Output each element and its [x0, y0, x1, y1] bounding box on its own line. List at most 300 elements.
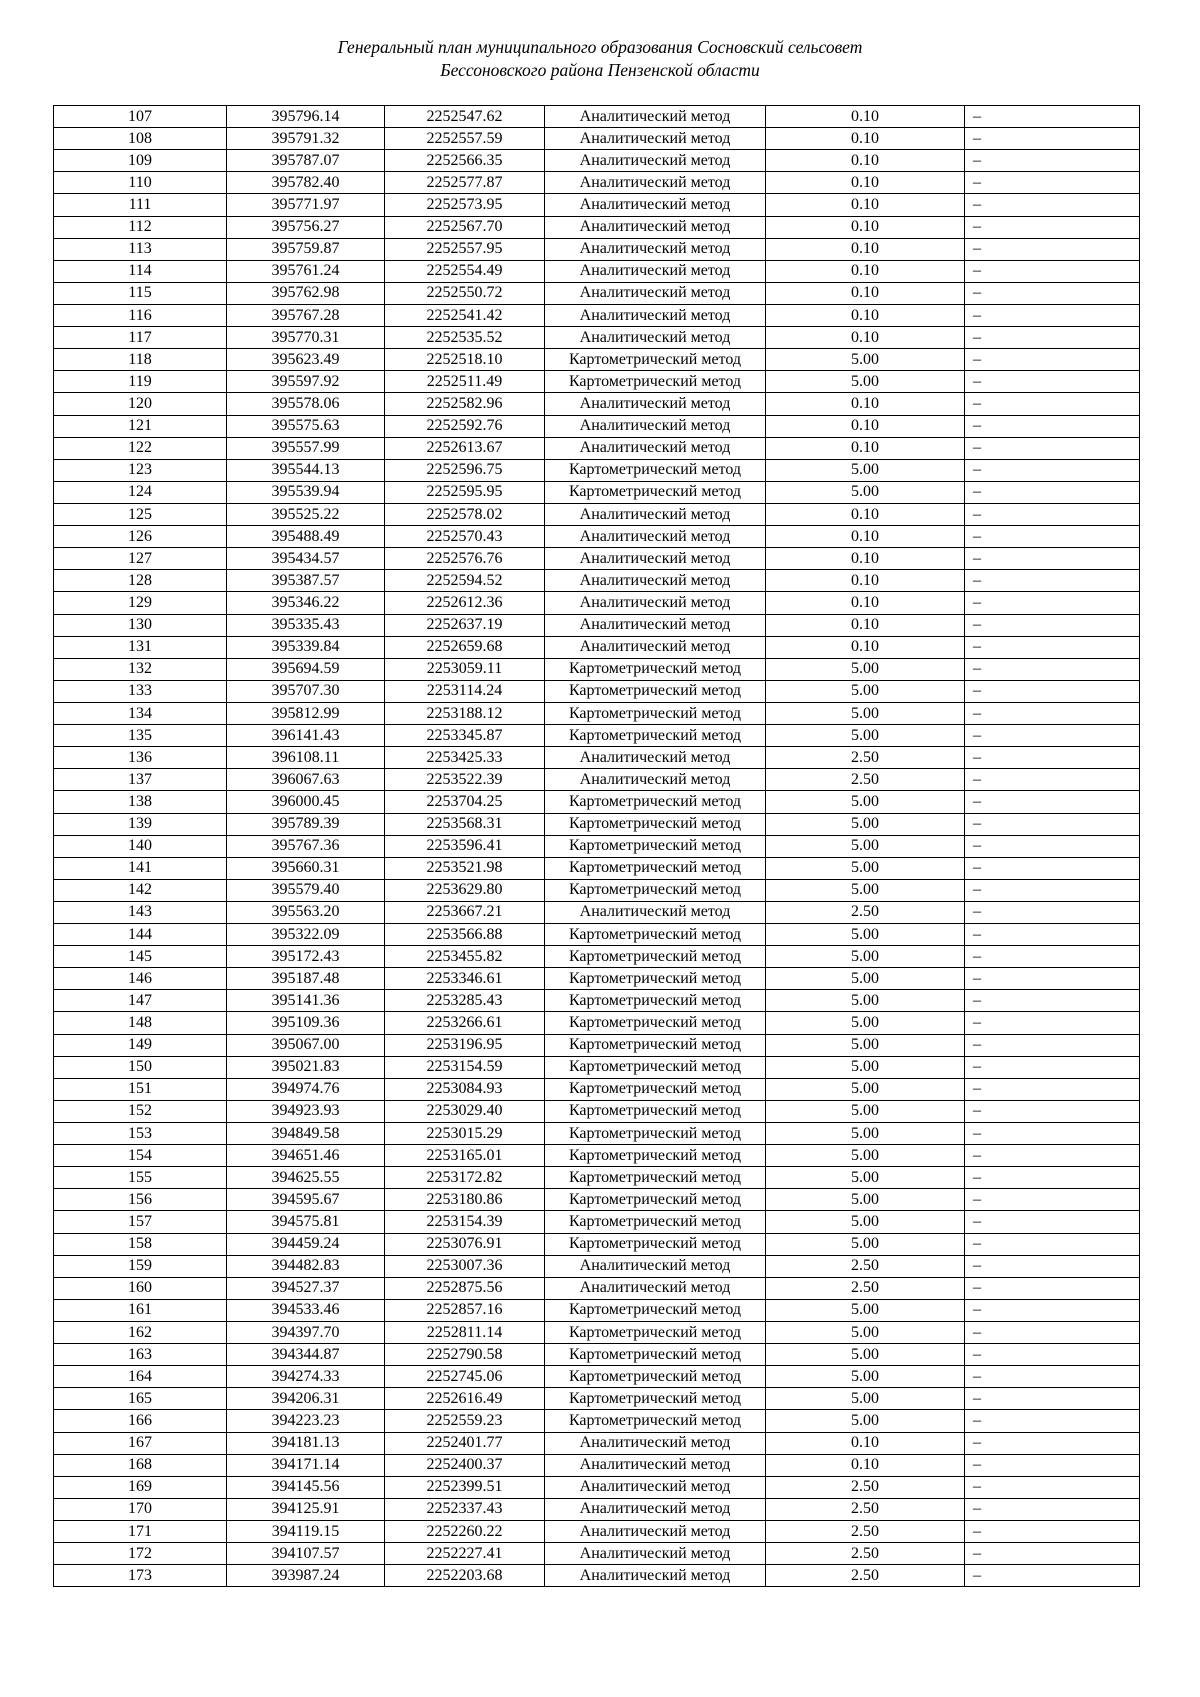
- table-row: [54, 1123, 1140, 1145]
- accuracy-cell: 2.50: [766, 1521, 965, 1543]
- x-coordinate-cell: 396067.63: [227, 769, 385, 791]
- x-coordinate-cell: 395796.14: [227, 106, 385, 128]
- point-number-cell: 144: [54, 924, 227, 946]
- method-cell: Картометрический метод: [545, 791, 766, 813]
- accuracy-cell: 5.00: [766, 459, 965, 481]
- x-coordinate-cell: 395557.99: [227, 437, 385, 459]
- y-coordinate-cell: 2252875.56: [385, 1277, 545, 1299]
- description-cell: –: [965, 150, 1140, 172]
- table-row: [54, 128, 1140, 150]
- description-cell: –: [965, 1498, 1140, 1520]
- accuracy-cell: 0.10: [766, 437, 965, 459]
- description-cell: –: [965, 1012, 1140, 1034]
- method-cell: Картометрический метод: [545, 658, 766, 680]
- y-coordinate-cell: 2252541.42: [385, 304, 545, 326]
- table-row: [54, 1565, 1140, 1587]
- table-row: [54, 614, 1140, 636]
- method-cell: Аналитический метод: [545, 769, 766, 791]
- y-coordinate-cell: 2253667.21: [385, 901, 545, 923]
- point-number-cell: 159: [54, 1255, 227, 1277]
- accuracy-cell: 5.00: [766, 1233, 965, 1255]
- accuracy-cell: 0.10: [766, 172, 965, 194]
- point-number-cell: 132: [54, 658, 227, 680]
- table-row: [54, 260, 1140, 282]
- accuracy-cell: 0.10: [766, 260, 965, 282]
- table-row: [54, 393, 1140, 415]
- accuracy-cell: 0.10: [766, 194, 965, 216]
- x-coordinate-cell: 395141.36: [227, 990, 385, 1012]
- table-row: [54, 481, 1140, 503]
- method-cell: Картометрический метод: [545, 835, 766, 857]
- accuracy-cell: 2.50: [766, 901, 965, 923]
- x-coordinate-cell: 396108.11: [227, 747, 385, 769]
- point-number-cell: 149: [54, 1034, 227, 1056]
- accuracy-cell: 2.50: [766, 769, 965, 791]
- accuracy-cell: 2.50: [766, 1498, 965, 1520]
- description-cell: –: [965, 835, 1140, 857]
- coordinates-table-body: [54, 106, 1140, 1587]
- x-coordinate-cell: 395335.43: [227, 614, 385, 636]
- method-cell: Аналитический метод: [545, 1498, 766, 1520]
- y-coordinate-cell: 2252578.02: [385, 503, 545, 525]
- table-row: [54, 1012, 1140, 1034]
- point-number-cell: 141: [54, 857, 227, 879]
- description-cell: –: [965, 1211, 1140, 1233]
- table-row: [54, 437, 1140, 459]
- y-coordinate-cell: 2252592.76: [385, 415, 545, 437]
- accuracy-cell: 2.50: [766, 1543, 965, 1565]
- point-number-cell: 118: [54, 349, 227, 371]
- description-cell: –: [965, 747, 1140, 769]
- method-cell: Картометрический метод: [545, 1123, 766, 1145]
- method-cell: Аналитический метод: [545, 503, 766, 525]
- table-row: [54, 349, 1140, 371]
- x-coordinate-cell: 395767.36: [227, 835, 385, 857]
- table-row: [54, 901, 1140, 923]
- method-cell: Картометрический метод: [545, 813, 766, 835]
- x-coordinate-cell: 395339.84: [227, 636, 385, 658]
- table-row: [54, 548, 1140, 570]
- y-coordinate-cell: 2253029.40: [385, 1100, 545, 1122]
- x-coordinate-cell: 395563.20: [227, 901, 385, 923]
- accuracy-cell: 0.10: [766, 106, 965, 128]
- y-coordinate-cell: 2252518.10: [385, 349, 545, 371]
- y-coordinate-cell: 2253596.41: [385, 835, 545, 857]
- table-row: [54, 968, 1140, 990]
- x-coordinate-cell: 395694.59: [227, 658, 385, 680]
- method-cell: Аналитический метод: [545, 526, 766, 548]
- accuracy-cell: 5.00: [766, 924, 965, 946]
- description-cell: –: [965, 1167, 1140, 1189]
- y-coordinate-cell: 2252576.76: [385, 548, 545, 570]
- y-coordinate-cell: 2252857.16: [385, 1299, 545, 1321]
- point-number-cell: 162: [54, 1322, 227, 1344]
- table-row: [54, 1145, 1140, 1167]
- method-cell: Аналитический метод: [545, 614, 766, 636]
- method-cell: Картометрический метод: [545, 857, 766, 879]
- table-row: [54, 1344, 1140, 1366]
- y-coordinate-cell: 2252227.41: [385, 1543, 545, 1565]
- method-cell: Картометрический метод: [545, 481, 766, 503]
- x-coordinate-cell: 395544.13: [227, 459, 385, 481]
- x-coordinate-cell: 394119.15: [227, 1521, 385, 1543]
- table-row: [54, 526, 1140, 548]
- accuracy-cell: 5.00: [766, 658, 965, 680]
- method-cell: Аналитический метод: [545, 1565, 766, 1587]
- description-cell: –: [965, 1277, 1140, 1299]
- description-cell: –: [965, 570, 1140, 592]
- table-row: [54, 106, 1140, 128]
- table-row: [54, 835, 1140, 857]
- x-coordinate-cell: 395761.24: [227, 260, 385, 282]
- x-coordinate-cell: 395762.98: [227, 282, 385, 304]
- method-cell: Аналитический метод: [545, 636, 766, 658]
- y-coordinate-cell: 2252400.37: [385, 1454, 545, 1476]
- y-coordinate-cell: 2252612.36: [385, 592, 545, 614]
- table-row: [54, 1410, 1140, 1432]
- accuracy-cell: 2.50: [766, 1565, 965, 1587]
- point-number-cell: 120: [54, 393, 227, 415]
- y-coordinate-cell: 2253165.01: [385, 1145, 545, 1167]
- description-cell: –: [965, 437, 1140, 459]
- table-row: [54, 1322, 1140, 1344]
- header-line-2: Бессоновского района Пензенской области: [440, 60, 760, 80]
- point-number-cell: 114: [54, 260, 227, 282]
- description-cell: –: [965, 879, 1140, 901]
- description-cell: –: [965, 658, 1140, 680]
- description-cell: –: [965, 349, 1140, 371]
- x-coordinate-cell: 394651.46: [227, 1145, 385, 1167]
- y-coordinate-cell: 2252550.72: [385, 282, 545, 304]
- x-coordinate-cell: 394223.23: [227, 1410, 385, 1432]
- accuracy-cell: 0.10: [766, 548, 965, 570]
- x-coordinate-cell: 394625.55: [227, 1167, 385, 1189]
- method-cell: Картометрический метод: [545, 1388, 766, 1410]
- y-coordinate-cell: 2253568.31: [385, 813, 545, 835]
- header-line-1: Генеральный план муниципального образования Сосновский сельсовет: [337, 37, 863, 57]
- accuracy-cell: 0.10: [766, 150, 965, 172]
- accuracy-cell: 5.00: [766, 1189, 965, 1211]
- x-coordinate-cell: 395021.83: [227, 1056, 385, 1078]
- x-coordinate-cell: 393987.24: [227, 1565, 385, 1587]
- y-coordinate-cell: 2253346.61: [385, 968, 545, 990]
- table-row: [54, 1167, 1140, 1189]
- accuracy-cell: 0.10: [766, 503, 965, 525]
- point-number-cell: 139: [54, 813, 227, 835]
- y-coordinate-cell: 2252659.68: [385, 636, 545, 658]
- table-row: [54, 172, 1140, 194]
- description-cell: –: [965, 371, 1140, 393]
- point-number-cell: 138: [54, 791, 227, 813]
- point-number-cell: 171: [54, 1521, 227, 1543]
- table-row: [54, 1299, 1140, 1321]
- x-coordinate-cell: 396000.45: [227, 791, 385, 813]
- point-number-cell: 112: [54, 216, 227, 238]
- y-coordinate-cell: 2253704.25: [385, 791, 545, 813]
- point-number-cell: 156: [54, 1189, 227, 1211]
- description-cell: –: [965, 614, 1140, 636]
- description-cell: –: [965, 459, 1140, 481]
- x-coordinate-cell: 394181.13: [227, 1432, 385, 1454]
- y-coordinate-cell: 2252613.67: [385, 437, 545, 459]
- accuracy-cell: 0.10: [766, 614, 965, 636]
- table-row: [54, 304, 1140, 326]
- y-coordinate-cell: 2252570.43: [385, 526, 545, 548]
- point-number-cell: 152: [54, 1100, 227, 1122]
- point-number-cell: 111: [54, 194, 227, 216]
- x-coordinate-cell: 395346.22: [227, 592, 385, 614]
- point-number-cell: 146: [54, 968, 227, 990]
- point-number-cell: 147: [54, 990, 227, 1012]
- description-cell: –: [965, 1476, 1140, 1498]
- description-cell: –: [965, 526, 1140, 548]
- method-cell: Аналитический метод: [545, 415, 766, 437]
- method-cell: Аналитический метод: [545, 1432, 766, 1454]
- table-row: [54, 1388, 1140, 1410]
- x-coordinate-cell: 395660.31: [227, 857, 385, 879]
- accuracy-cell: 0.10: [766, 282, 965, 304]
- method-cell: Картометрический метод: [545, 1056, 766, 1078]
- x-coordinate-cell: 395789.39: [227, 813, 385, 835]
- y-coordinate-cell: 2252811.14: [385, 1322, 545, 1344]
- y-coordinate-cell: 2252596.75: [385, 459, 545, 481]
- y-coordinate-cell: 2252577.87: [385, 172, 545, 194]
- table-row: [54, 1034, 1140, 1056]
- method-cell: Аналитический метод: [545, 150, 766, 172]
- accuracy-cell: 5.00: [766, 946, 965, 968]
- point-number-cell: 137: [54, 769, 227, 791]
- table-row: [54, 1543, 1140, 1565]
- table-row: [54, 415, 1140, 437]
- y-coordinate-cell: 2252595.95: [385, 481, 545, 503]
- x-coordinate-cell: 395387.57: [227, 570, 385, 592]
- x-coordinate-cell: 395488.49: [227, 526, 385, 548]
- table-row: [54, 327, 1140, 349]
- y-coordinate-cell: 2253154.39: [385, 1211, 545, 1233]
- point-number-cell: 140: [54, 835, 227, 857]
- accuracy-cell: 0.10: [766, 1454, 965, 1476]
- description-cell: –: [965, 304, 1140, 326]
- table-row: [54, 1211, 1140, 1233]
- table-row: [54, 946, 1140, 968]
- x-coordinate-cell: 395597.92: [227, 371, 385, 393]
- description-cell: –: [965, 1410, 1140, 1432]
- point-number-cell: 119: [54, 371, 227, 393]
- accuracy-cell: 5.00: [766, 1344, 965, 1366]
- accuracy-cell: 5.00: [766, 813, 965, 835]
- table-row: [54, 769, 1140, 791]
- point-number-cell: 123: [54, 459, 227, 481]
- table-row: [54, 1521, 1140, 1543]
- method-cell: Аналитический метод: [545, 570, 766, 592]
- x-coordinate-cell: 395067.00: [227, 1034, 385, 1056]
- table-row: [54, 1100, 1140, 1122]
- method-cell: Аналитический метод: [545, 1255, 766, 1277]
- method-cell: Картометрический метод: [545, 1366, 766, 1388]
- table-row: [54, 725, 1140, 747]
- point-number-cell: 160: [54, 1277, 227, 1299]
- y-coordinate-cell: 2252557.59: [385, 128, 545, 150]
- y-coordinate-cell: 2252203.68: [385, 1565, 545, 1587]
- point-number-cell: 117: [54, 327, 227, 349]
- description-cell: –: [965, 1565, 1140, 1587]
- x-coordinate-cell: 395187.48: [227, 968, 385, 990]
- description-cell: –: [965, 548, 1140, 570]
- table-row: [54, 924, 1140, 946]
- x-coordinate-cell: 395771.97: [227, 194, 385, 216]
- point-number-cell: 145: [54, 946, 227, 968]
- accuracy-cell: 5.00: [766, 879, 965, 901]
- method-cell: Аналитический метод: [545, 194, 766, 216]
- y-coordinate-cell: 2253084.93: [385, 1078, 545, 1100]
- accuracy-cell: 0.10: [766, 393, 965, 415]
- x-coordinate-cell: 395756.27: [227, 216, 385, 238]
- accuracy-cell: 0.10: [766, 570, 965, 592]
- point-number-cell: 161: [54, 1299, 227, 1321]
- description-cell: –: [965, 282, 1140, 304]
- description-cell: –: [965, 1100, 1140, 1122]
- description-cell: –: [965, 636, 1140, 658]
- description-cell: –: [965, 1255, 1140, 1277]
- table-row: [54, 702, 1140, 724]
- description-cell: –: [965, 216, 1140, 238]
- point-number-cell: 164: [54, 1366, 227, 1388]
- point-number-cell: 115: [54, 282, 227, 304]
- method-cell: Картометрический метод: [545, 946, 766, 968]
- point-number-cell: 158: [54, 1233, 227, 1255]
- point-number-cell: 142: [54, 879, 227, 901]
- table-row: [54, 282, 1140, 304]
- method-cell: Картометрический метод: [545, 725, 766, 747]
- description-cell: –: [965, 702, 1140, 724]
- x-coordinate-cell: 395575.63: [227, 415, 385, 437]
- description-cell: –: [965, 1521, 1140, 1543]
- point-number-cell: 113: [54, 238, 227, 260]
- point-number-cell: 163: [54, 1344, 227, 1366]
- description-cell: –: [965, 924, 1140, 946]
- y-coordinate-cell: 2252745.06: [385, 1366, 545, 1388]
- point-number-cell: 121: [54, 415, 227, 437]
- y-coordinate-cell: 2253188.12: [385, 702, 545, 724]
- y-coordinate-cell: 2253425.33: [385, 747, 545, 769]
- y-coordinate-cell: 2252399.51: [385, 1476, 545, 1498]
- table-row: [54, 1078, 1140, 1100]
- accuracy-cell: 0.10: [766, 304, 965, 326]
- x-coordinate-cell: 394923.93: [227, 1100, 385, 1122]
- y-coordinate-cell: 2253266.61: [385, 1012, 545, 1034]
- method-cell: Аналитический метод: [545, 327, 766, 349]
- x-coordinate-cell: 395791.32: [227, 128, 385, 150]
- x-coordinate-cell: 394171.14: [227, 1454, 385, 1476]
- y-coordinate-cell: 2253196.95: [385, 1034, 545, 1056]
- description-cell: –: [965, 1366, 1140, 1388]
- description-cell: –: [965, 172, 1140, 194]
- point-number-cell: 135: [54, 725, 227, 747]
- description-cell: –: [965, 1543, 1140, 1565]
- accuracy-cell: 5.00: [766, 1211, 965, 1233]
- document-header: [0, 36, 1200, 82]
- description-cell: –: [965, 680, 1140, 702]
- method-cell: Аналитический метод: [545, 393, 766, 415]
- point-number-cell: 173: [54, 1565, 227, 1587]
- x-coordinate-cell: 395767.28: [227, 304, 385, 326]
- point-number-cell: 129: [54, 592, 227, 614]
- point-number-cell: 172: [54, 1543, 227, 1565]
- x-coordinate-cell: 394107.57: [227, 1543, 385, 1565]
- accuracy-cell: 0.10: [766, 636, 965, 658]
- y-coordinate-cell: 2253059.11: [385, 658, 545, 680]
- description-cell: –: [965, 791, 1140, 813]
- y-coordinate-cell: 2253007.36: [385, 1255, 545, 1277]
- table-row: [54, 1056, 1140, 1078]
- accuracy-cell: 0.10: [766, 238, 965, 260]
- y-coordinate-cell: 2252511.49: [385, 371, 545, 393]
- point-number-cell: 165: [54, 1388, 227, 1410]
- point-number-cell: 166: [54, 1410, 227, 1432]
- method-cell: Картометрический метод: [545, 990, 766, 1012]
- table-row: [54, 194, 1140, 216]
- description-cell: –: [965, 1034, 1140, 1056]
- description-cell: –: [965, 901, 1140, 923]
- y-coordinate-cell: 2252790.58: [385, 1344, 545, 1366]
- x-coordinate-cell: 394397.70: [227, 1322, 385, 1344]
- accuracy-cell: 5.00: [766, 968, 965, 990]
- method-cell: Аналитический метод: [545, 1454, 766, 1476]
- method-cell: Картометрический метод: [545, 1189, 766, 1211]
- x-coordinate-cell: 394575.81: [227, 1211, 385, 1233]
- method-cell: Картометрический метод: [545, 1211, 766, 1233]
- description-cell: –: [965, 1078, 1140, 1100]
- x-coordinate-cell: 395539.94: [227, 481, 385, 503]
- x-coordinate-cell: 394849.58: [227, 1123, 385, 1145]
- table-row: [54, 879, 1140, 901]
- point-number-cell: 116: [54, 304, 227, 326]
- accuracy-cell: 5.00: [766, 481, 965, 503]
- description-cell: –: [965, 481, 1140, 503]
- y-coordinate-cell: 2253015.29: [385, 1123, 545, 1145]
- accuracy-cell: 5.00: [766, 349, 965, 371]
- description-cell: –: [965, 194, 1140, 216]
- method-cell: Аналитический метод: [545, 238, 766, 260]
- accuracy-cell: 0.10: [766, 216, 965, 238]
- method-cell: Аналитический метод: [545, 172, 766, 194]
- method-cell: Картометрический метод: [545, 1410, 766, 1432]
- accuracy-cell: 5.00: [766, 1167, 965, 1189]
- accuracy-cell: 0.10: [766, 592, 965, 614]
- y-coordinate-cell: 2252567.70: [385, 216, 545, 238]
- x-coordinate-cell: 395623.49: [227, 349, 385, 371]
- y-coordinate-cell: 2253521.98: [385, 857, 545, 879]
- y-coordinate-cell: 2253076.91: [385, 1233, 545, 1255]
- method-cell: Аналитический метод: [545, 216, 766, 238]
- accuracy-cell: 5.00: [766, 791, 965, 813]
- table-row: [54, 570, 1140, 592]
- x-coordinate-cell: 394145.56: [227, 1476, 385, 1498]
- table-row: [54, 592, 1140, 614]
- accuracy-cell: 5.00: [766, 1056, 965, 1078]
- point-number-cell: 153: [54, 1123, 227, 1145]
- y-coordinate-cell: 2253180.86: [385, 1189, 545, 1211]
- y-coordinate-cell: 2253154.59: [385, 1056, 545, 1078]
- description-cell: –: [965, 1123, 1140, 1145]
- method-cell: Картометрический метод: [545, 702, 766, 724]
- point-number-cell: 127: [54, 548, 227, 570]
- point-number-cell: 122: [54, 437, 227, 459]
- method-cell: Аналитический метод: [545, 260, 766, 282]
- y-coordinate-cell: 2252582.96: [385, 393, 545, 415]
- point-number-cell: 124: [54, 481, 227, 503]
- point-number-cell: 169: [54, 1476, 227, 1498]
